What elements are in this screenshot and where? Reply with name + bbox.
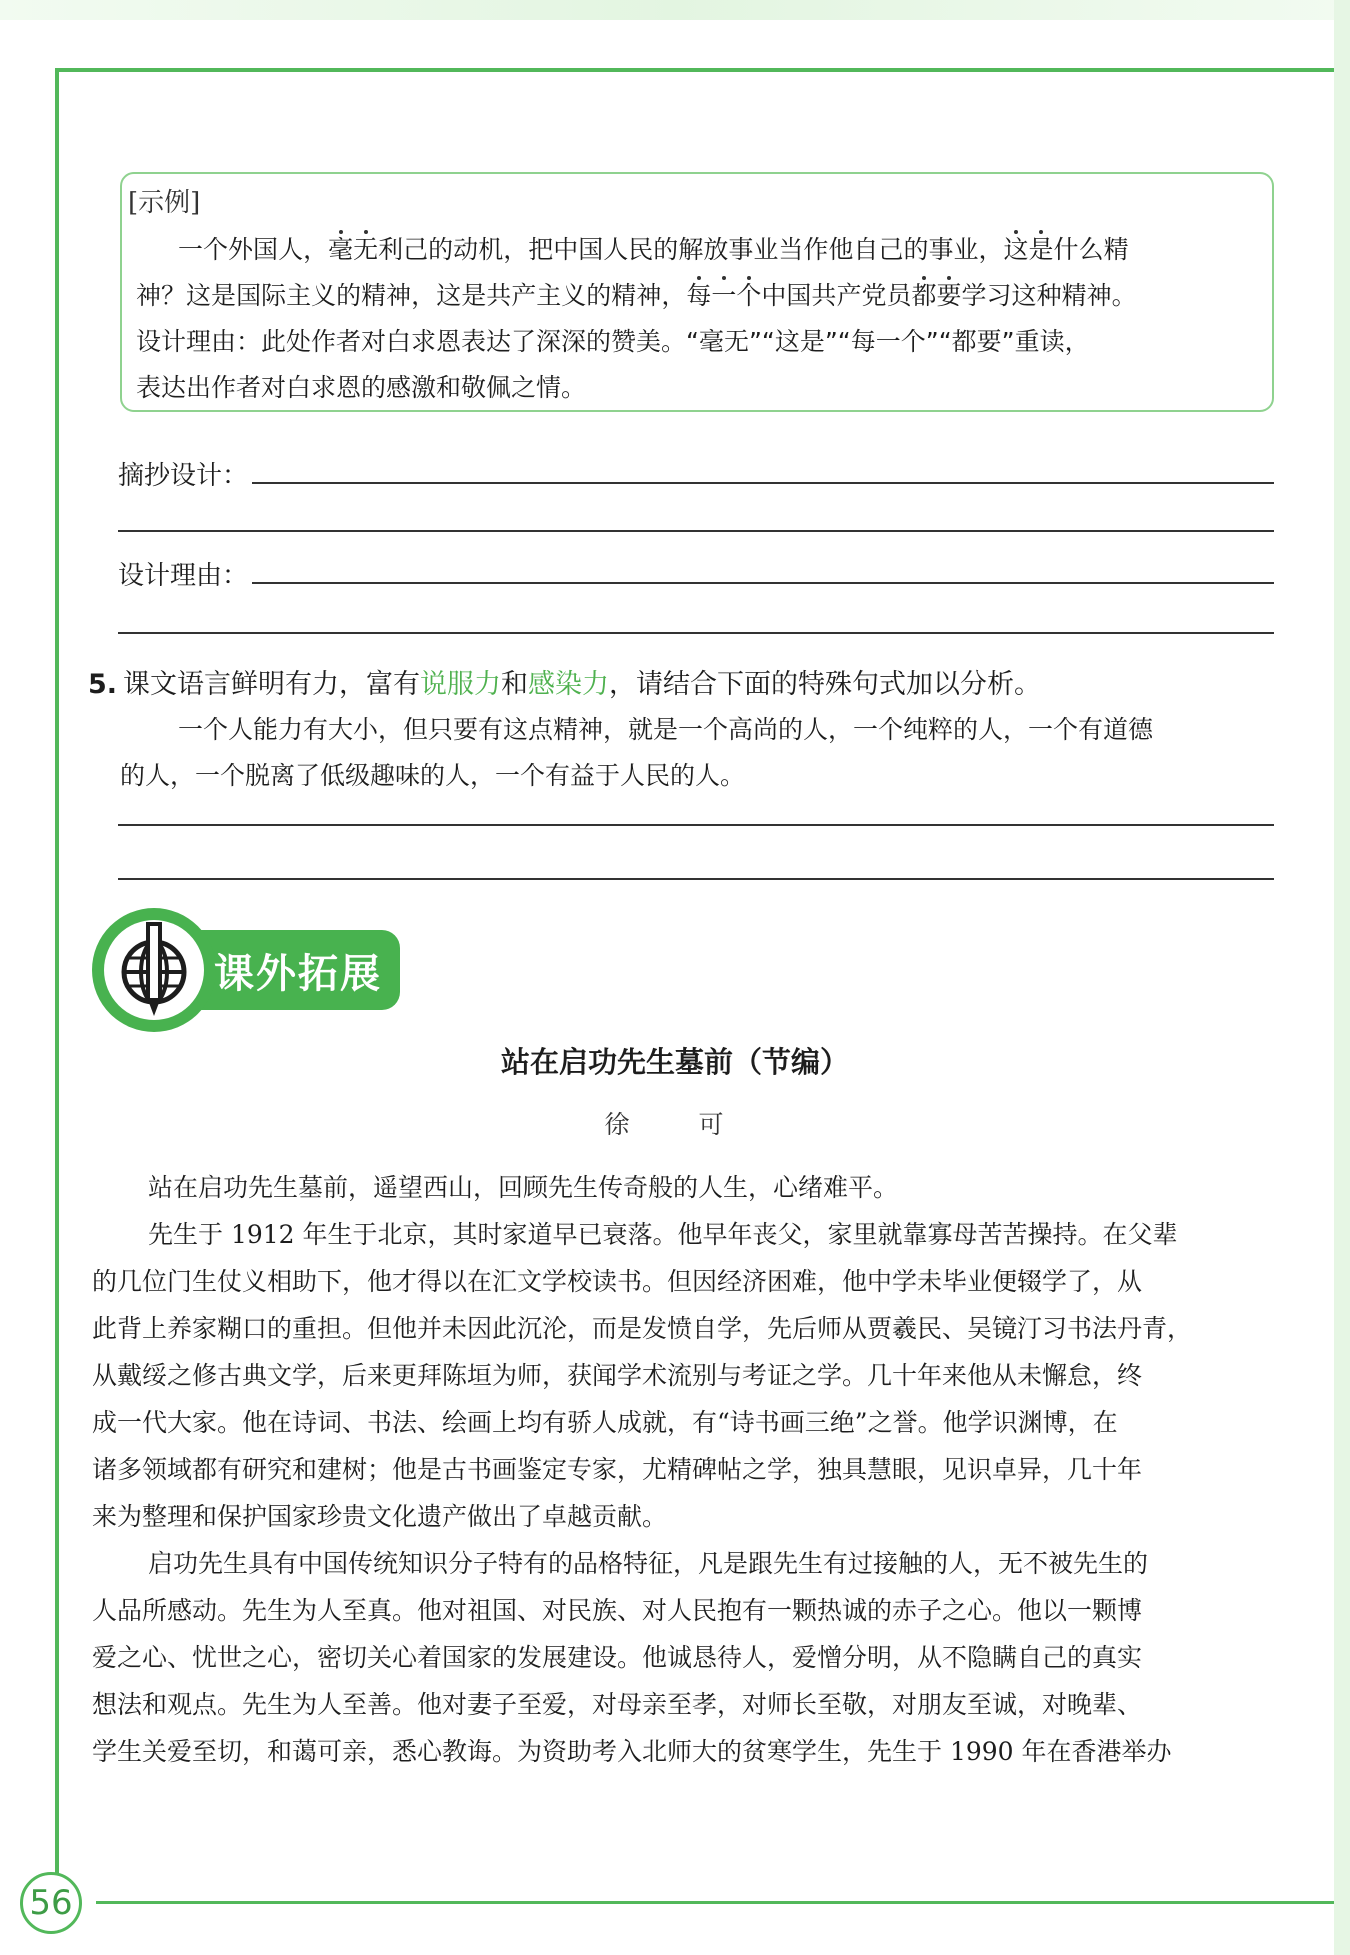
article-line-5: 从戴绥之修古典文学，后来更拜陈垣为师，获闻学术流别与考证之学。几十年来他从未懈怠，终 (92, 1361, 1143, 1390)
article-line-2: 先生于 1912 年生于北京，其时家道早已衰落。他早年丧父，家里就靠寡母苦苦操持。在父辈 (148, 1220, 1178, 1249)
keyword-appeal: 感染力 (528, 669, 610, 700)
question-text-mid: 和 (501, 669, 529, 700)
example-line-2: 神？这是国际主义的精神，这是共产主义的精神，每一个中国共产党员都要学习这种精神。 (136, 281, 1137, 310)
banner-title: 课外拓展 (214, 951, 382, 997)
article-line-3: 的几位门生仗义相助下，他才得以在汇文学校读书。但因经济困难，他中学未毕业便辍学了，从 (92, 1267, 1143, 1296)
example-line-1: 一个外国人，毫无利己的动机，把中国人民的解放事业当作他自己的事业，这是什么精 (178, 235, 1129, 264)
question-5 (88, 662, 1041, 701)
example-label: [示例] (128, 188, 201, 218)
question-number: 5. (88, 669, 118, 700)
question-5-quote-line-1: 一个人能力有大小，但只要有这点精神，就是一个高尚的人，一个纯粹的人，一个有道德 (178, 715, 1154, 744)
top-decoration-strip (0, 0, 1350, 20)
article-line-9: 启功先生具有中国传统知识分子特有的品格特征，凡是跟先生有过接触的人，无不被先生的 (148, 1549, 1149, 1578)
article-line-11: 爱之心、忧世之心，密切关心着国家的发展建设。他诚恳待人，爱憎分明，从不隐瞒自己的真实 (92, 1643, 1143, 1672)
reason-answer-line-1[interactable] (252, 582, 1274, 584)
article-line-6: 成一代大家。他在诗词、书法、绘画上均有骄人成就，有“诗书画三绝”之誉。他学识渊博，在 (92, 1408, 1118, 1437)
article-line-13: 学生关爱至切，和蔼可亲，悉心教诲。为资助考入北师大的贫寒学生，先生于 1990 年在香港举办 (92, 1737, 1172, 1766)
excerpt-answer-line-2[interactable] (118, 530, 1274, 532)
article-line-4: 此背上养家糊口的重担。但他并未因此沉沦，而是发愤自学，先后师从贾羲民、吴镜汀习书法丹青， (92, 1314, 1193, 1343)
article-line-1: 站在启功先生墓前，遥望西山，回顾先生传奇般的人生，心绪难平。 (148, 1173, 899, 1202)
article-line-10: 人品所感动。先生为人至真。他对祖国、对民族、对人民抱有一颗热诚的赤子之心。他以一颗博 (92, 1596, 1143, 1625)
article-line-8: 来为整理和保护国家珍贵文化遗产做出了卓越贡献。 (92, 1502, 668, 1531)
design-reason-label: 设计理由： (118, 561, 249, 591)
example-reason-line-1: 设计理由：此处作者对白求恩表达了深深的赞美。“毫无”“这是”“每一个”“都要”重读， (136, 327, 1090, 356)
question-5-answer-line-1[interactable] (118, 824, 1274, 826)
reason-answer-line-2[interactable] (118, 632, 1274, 634)
keyword-persuasiveness: 说服力 (420, 669, 502, 700)
question-5-answer-line-2[interactable] (118, 878, 1274, 880)
article-title: 站在启功先生墓前（节编） (500, 1045, 849, 1079)
page-frame-left (55, 68, 59, 1880)
page-number: 56 (20, 1872, 82, 1934)
globe-pen-icon (112, 918, 196, 1022)
question-text-before: 课文语言鲜明有力，富有 (123, 669, 421, 700)
excerpt-answer-line-1[interactable] (252, 482, 1274, 484)
article-line-7: 诸多领域都有研究和建树；他是古书画鉴定专家，尤精碑帖之学，独具慧眼，见识卓异，几十年 (92, 1455, 1143, 1484)
example-reason-line-2: 表达出作者对白求恩的感激和敬佩之情。 (136, 373, 587, 402)
question-text-after: ，请结合下面的特殊句式加以分析。 (609, 669, 1042, 700)
page-frame-top (57, 68, 1334, 72)
excerpt-design-label: 摘抄设计： (118, 461, 249, 491)
question-5-quote-line-2: 的人，一个脱离了低级趣味的人，一个有益于人民的人。 (120, 761, 746, 790)
article-line-12: 想法和观点。先生为人至善。他对妻子至爱，对母亲至孝，对师长至敬，对朋友至诚，对晚辈、 (92, 1690, 1143, 1719)
article-author: 徐 可 (604, 1110, 746, 1139)
right-decoration-strip (1334, 0, 1350, 1955)
page-frame-bottom (96, 1901, 1334, 1904)
